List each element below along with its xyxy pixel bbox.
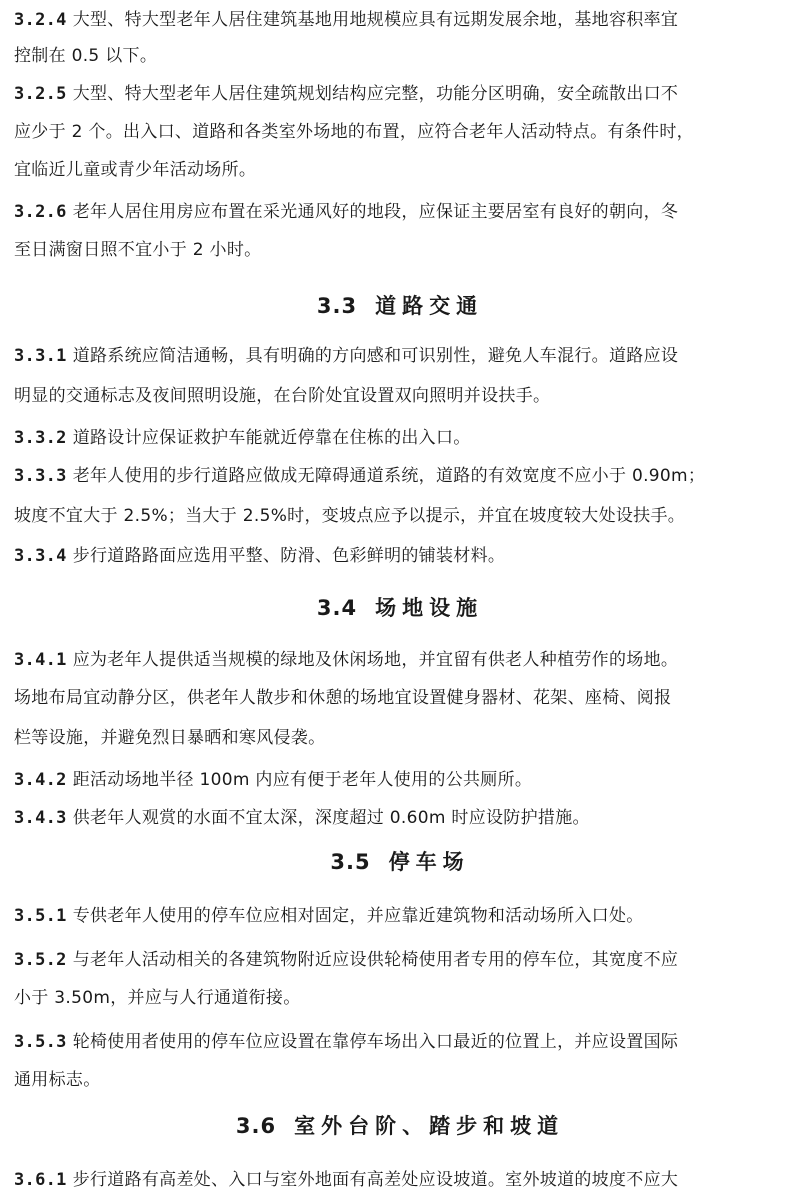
clause-3-5-2-line-2: 小于 3.50m，并应与人行通道衔接。: [14, 988, 301, 1008]
clause-3-3-1-line-1: 3.3.1 道路系统应简洁通畅，具有明确的方向感和可识别性，避免人车混行。道路应设: [14, 346, 679, 366]
clause-number: 3.3.1: [14, 346, 67, 366]
clause-3-3-3-line-1: 3.3.3 老年人使用的步行道路应做成无障碍通道系统，道路的有效宽度不应小于 0.90m；: [14, 466, 706, 486]
clause-3-4-1-line-2: 场地布局宜动静分区，供老年人散步和休憩的场地宜设置健身器材、花架、座椅、阅报: [14, 688, 672, 708]
clause-number: 3.3.2: [14, 428, 67, 448]
clause-3-3-3-line-2: 坡度不宜大于 2.5%；当大于 2.5%时，变坡点应予以提示，并宜在坡度较大处设扶手。: [14, 506, 686, 526]
section-heading-3-4: 3.4 场地设施: [316, 596, 484, 620]
clause-3-2-6-line-1: 3.2.6 老年人居住用房应布置在采光通风好的地段，应保证主要居室有良好的朝向，冬: [14, 202, 679, 222]
clause-number: 3.3.4: [14, 546, 67, 566]
section-heading-3-3: 3.3 道路交通: [316, 294, 484, 318]
section-heading-3-5: 3.5 停车场: [330, 850, 470, 874]
clause-3-4-3-line-1: 3.4.3 供老年人观赏的水面不宜太深，深度超过 0.60m 时应设防护措施。: [14, 808, 590, 828]
clause-number: 3.4.2: [14, 770, 67, 790]
section-heading-3-6: 3.6 室外台阶、踏步和坡道: [235, 1114, 565, 1138]
clause-3-5-2-line-1: 3.5.2 与老年人活动相关的各建筑物附近应设供轮椅使用者专用的停车位，其宽度不应: [14, 950, 679, 970]
clause-3-4-1-line-1: 3.4.1 应为老年人提供适当规模的绿地及休闲场地，并宜留有供老人种植劳作的场地。: [14, 650, 679, 670]
clause-number: 3.2.6: [14, 202, 67, 222]
clause-3-3-1-line-2: 明显的交通标志及夜间照明设施，在台阶处宜设置双向照明并设扶手。: [14, 386, 551, 406]
clause-3-2-5-line-2: 应少于 2 个。出入口、道路和各类室外场地的布置，应符合老年人活动特点。有条件时，: [14, 122, 694, 142]
clause-3-5-3-line-1: 3.5.3 轮椅使用者使用的停车位应设置在靠停车场出入口最近的位置上，并应设置国际: [14, 1032, 679, 1052]
clause-3-5-3-line-2: 通用标志。: [14, 1070, 101, 1090]
clause-3-4-1-line-3: 栏等设施，并避免烈日暴晒和寒风侵袭。: [14, 728, 326, 748]
clause-3-2-6-line-2: 至日满窗日照不宜小于 2 小时。: [14, 240, 262, 260]
clause-3-3-2-line-1: 3.3.2 道路设计应保证救护车能就近停靠在住栋的出入口。: [14, 428, 471, 448]
clause-number: 3.6.1: [14, 1170, 67, 1190]
clause-3-4-2-line-1: 3.4.2 距活动场地半径 100m 内应有便于老年人使用的公共厕所。: [14, 770, 533, 790]
clause-3-2-4-line-2: 控制在 0.5 以下。: [14, 46, 158, 66]
clause-number: 3.2.5: [14, 84, 67, 104]
clause-number: 3.3.3: [14, 466, 67, 486]
clause-number: 3.4.3: [14, 808, 67, 828]
clause-number: 3.5.2: [14, 950, 67, 970]
clause-3-6-1-line-1: 3.6.1 步行道路有高差处、入口与室外地面有高差处应设坡道。室外坡道的坡度不应大: [14, 1170, 679, 1190]
clause-3-2-5-line-3: 宜临近儿童或青少年活动场所。: [14, 160, 257, 180]
clause-3-2-4-line-1: 3.2.4 大型、特大型老年人居住建筑基地用地规模应具有远期发展余地，基地容积率宜: [14, 10, 679, 30]
clause-number: 3.2.4: [14, 10, 67, 30]
clause-number: 3.5.1: [14, 906, 67, 926]
clause-3-3-4-line-1: 3.3.4 步行道路路面应选用平整、防滑、色彩鲜明的铺装材料。: [14, 546, 506, 566]
clause-3-2-5-line-1: 3.2.5 大型、特大型老年人居住建筑规划结构应完整，功能分区明确，安全疏散出口不: [14, 84, 679, 104]
clause-number: 3.4.1: [14, 650, 67, 670]
clause-number: 3.5.3: [14, 1032, 67, 1052]
clause-3-5-1-line-1: 3.5.1 专供老年人使用的停车位应相对固定，并应靠近建筑物和活动场所入口处。: [14, 906, 644, 926]
